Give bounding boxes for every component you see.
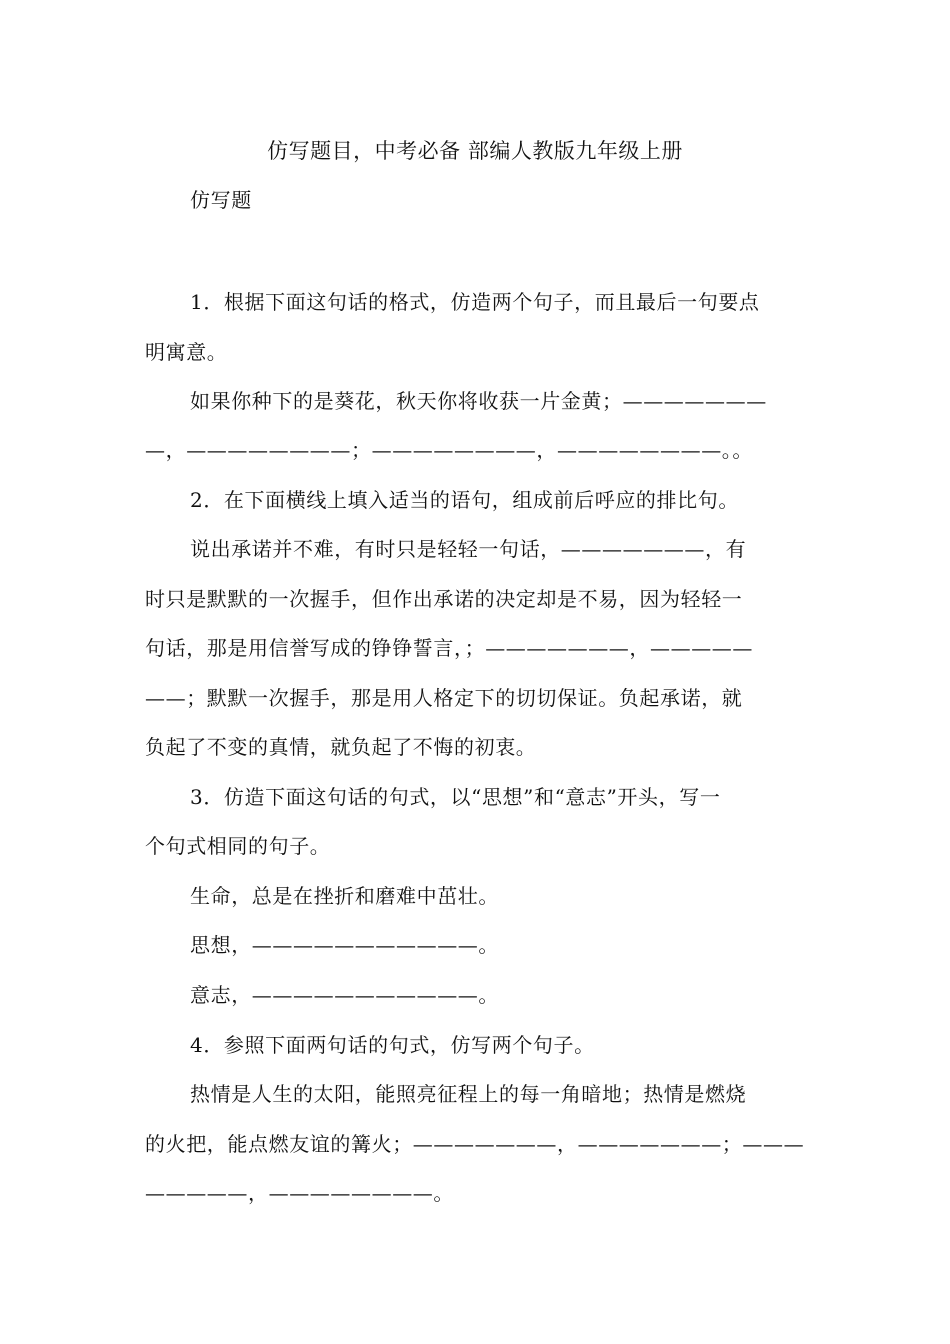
document-title: 仿写题目，中考必备 部编人教版九年级上册 (267, 139, 683, 163)
question-3-line-2: 个句式相同的句子。 (145, 834, 331, 858)
question-2-line-1: 2．在下面横线上填入适当的语句，组成前后呼应的排比句。 (190, 488, 739, 512)
question-2-passage-line-2: 时只是默默的一次握手，但作出承诺的决定却是不易，因为轻轻一 (145, 587, 743, 611)
question-4-example-line-3: —————，————————。 (145, 1181, 454, 1205)
question-2-passage-line-4: ——；默默一次握手，那是用人格定下的切切保证。负起承诺，就 (145, 686, 743, 710)
question-3-blank-will: 意志，———————————。 (190, 983, 499, 1007)
question-2-passage-line-3: 句话，那是用信誉写成的铮铮誓言，；———————，————— (145, 636, 753, 660)
question-3-line-1: 3．仿造下面这句话的句式，以“思想”和“意志”开头，写一 (190, 785, 721, 809)
question-3-example: 生命，总是在挫折和磨难中茁壮。 (190, 884, 499, 908)
question-1-example-line-2: —，————————；————————，————————。。 (145, 438, 753, 462)
question-2-passage-line-5: 负起了不变的真情，就负起了不悔的初衷。 (145, 735, 537, 759)
section-label: 仿写题 (190, 188, 252, 212)
question-1-example-line-1: 如果你种下的是葵花，秋天你将收获一片金黄；——————— (190, 389, 767, 413)
question-4-example-line-1: 热情是人生的太阳，能照亮征程上的每一角暗地；热情是燃烧 (190, 1082, 747, 1106)
question-2-passage-line-1: 说出承诺并不难，有时只是轻轻一句话，———————，有 (190, 537, 747, 561)
question-1-line-1: 1．根据下面这句话的格式，仿造两个句子，而且最后一句要点 (190, 290, 760, 314)
question-4-line-1: 4．参照下面两句话的句式，仿写两个句子。 (190, 1033, 595, 1057)
question-1-line-2: 明寓意。 (145, 340, 228, 364)
question-3-blank-thought: 思想，———————————。 (190, 933, 499, 957)
question-4-example-line-2: 的火把，能点燃友谊的篝火；———————，———————；——— (145, 1132, 805, 1156)
